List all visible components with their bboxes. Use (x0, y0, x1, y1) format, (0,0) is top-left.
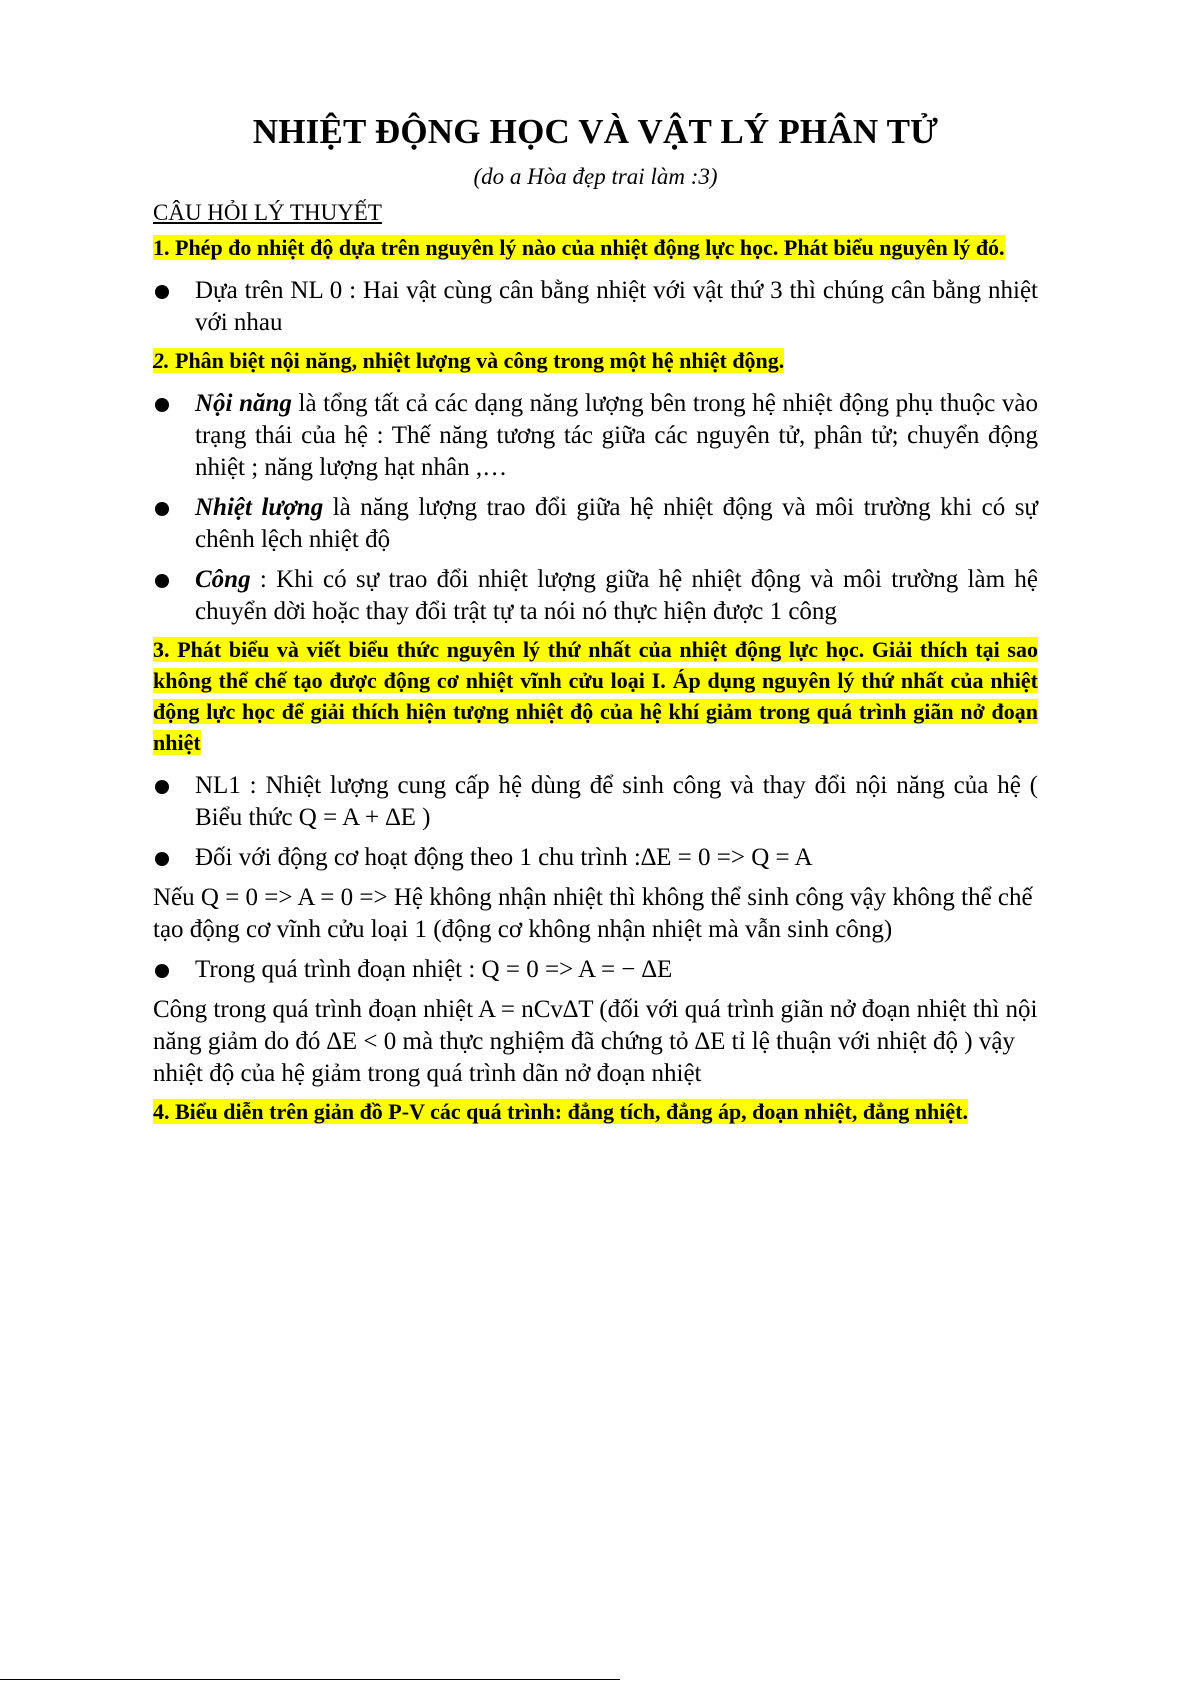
question-3-answer-2 (153, 842, 1038, 874)
answer-term: Nội năng (195, 390, 292, 417)
page-subtitle: (do a Hòa đẹp trai làm :3) (473, 164, 718, 189)
question-4 (153, 1098, 1038, 1129)
answer-text: là tổng tất cả các dạng năng lượng bên trong hệ nhiệt động phụ thuộc vào trạng thái của hệ : Thế năng tương tác giữa các nguyên tử, phân tử; chuyển động nhiệt ; năng lượng hạt nhân ,… (195, 390, 1038, 481)
answer-text: Trong quá trình đoạn nhiệt : Q = 0 => A = − ∆E (195, 956, 673, 983)
bullet-icon (155, 502, 169, 516)
answer-text: Dựa trên NL 0 : Hai vật cùng cân bằng nhiệt với vật thứ 3 thì chúng cân bằng nhiệt với nhau (195, 277, 1038, 336)
answer-text: NL1 : Nhiệt lượng cung cấp hệ dùng để sinh công và thay đổi nội năng của hệ ( Biểu thức Q = A + ∆E ) (195, 772, 1038, 831)
page-title: NHIỆT ĐỘNG HỌC VÀ VẬT LÝ PHÂN TỬ (252, 112, 939, 151)
question-4-text: 4. Biểu diễn trên giản đồ P-V các quá trình: đẳng tích, đẳng áp, đoạn nhiệt, đẳng nhiệt. (153, 1099, 968, 1124)
question-2-answer-2 (153, 492, 1038, 556)
question-3-paragraph-2: Công trong quá trình đoạn nhiệt A = nCv∆T (đối với quá trình giãn nở đoạn nhiệt thì nội năng giảm do đó ∆E < 0 mà thực nghiệm đã chứng tỏ ∆E tỉ lệ thuận với nhiệt độ ) vậy nhiệt độ của hệ giảm trong quá trình dãn nở đoạn nhiệt (153, 996, 1038, 1087)
bullet-icon (155, 285, 169, 299)
question-2-number: 2. (153, 348, 170, 373)
footer-divider (0, 1679, 620, 1680)
bullet-icon (155, 852, 169, 866)
answer-term: Nhiệt lượng (195, 494, 324, 521)
question-2-answer-3 (153, 564, 1038, 628)
document-content (153, 234, 1038, 1139)
answer-text: : Khi có sự trao đổi nhiệt lượng giữa hệ nhiệt động và môi trường làm hệ chuyển dời hoặc thay đổi trật tự ta nói nó thực hiện được 1 công (195, 566, 1038, 625)
bullet-icon (155, 964, 169, 978)
section-heading: CÂU HỎI LÝ THUYẾT (153, 200, 382, 225)
answer-text: Đối với động cơ hoạt động theo 1 chu trình :∆E = 0 => Q = A (195, 844, 813, 871)
question-1 (153, 234, 1038, 265)
question-2 (153, 347, 1038, 378)
question-3-answer-1 (153, 770, 1038, 834)
question-3-paragraph-1: Nếu Q = 0 => A = 0 => Hệ không nhận nhiệt thì không thể sinh công vậy không thể chế tạo động cơ vĩnh cửu loại 1 (động cơ không nhận nhiệt mà vẫn sinh công) (153, 884, 1033, 943)
question-3 (153, 636, 1038, 760)
question-1-text: 1. Phép đo nhiệt độ dựa trên nguyên lý nào của nhiệt động lực học. Phát biểu nguyên lý đó. (153, 235, 1005, 260)
bullet-icon (155, 780, 169, 794)
question-2-body: Phân biệt nội năng, nhiệt lượng và công trong một hệ nhiệt động. (169, 348, 785, 373)
question-2-answer-1 (153, 388, 1038, 484)
answer-term: Công (195, 566, 251, 593)
bullet-icon (155, 398, 169, 412)
question-1-answer-1 (153, 275, 1038, 339)
bullet-icon (155, 574, 169, 588)
question-2-text (153, 348, 784, 373)
question-3-answer-3 (153, 954, 1038, 986)
question-3-text: 3. Phát biểu và viết biểu thức nguyên lý thứ nhất của nhiệt động lực học. Giải thích tại sao không thể chế tạo được động cơ nhiệt vĩnh cửu loại I. Áp dụng nguyên lý thứ nhất của nhiệt động lực học để giải thích hiện tượng nhiệt độ của hệ khí giảm trong quá trình giãn nở đoạn nhiệt (153, 637, 1038, 755)
answer-text: là năng lượng trao đổi giữa hệ nhiệt động và môi trường khi có sự chênh lệch nhiệt độ (195, 494, 1038, 553)
